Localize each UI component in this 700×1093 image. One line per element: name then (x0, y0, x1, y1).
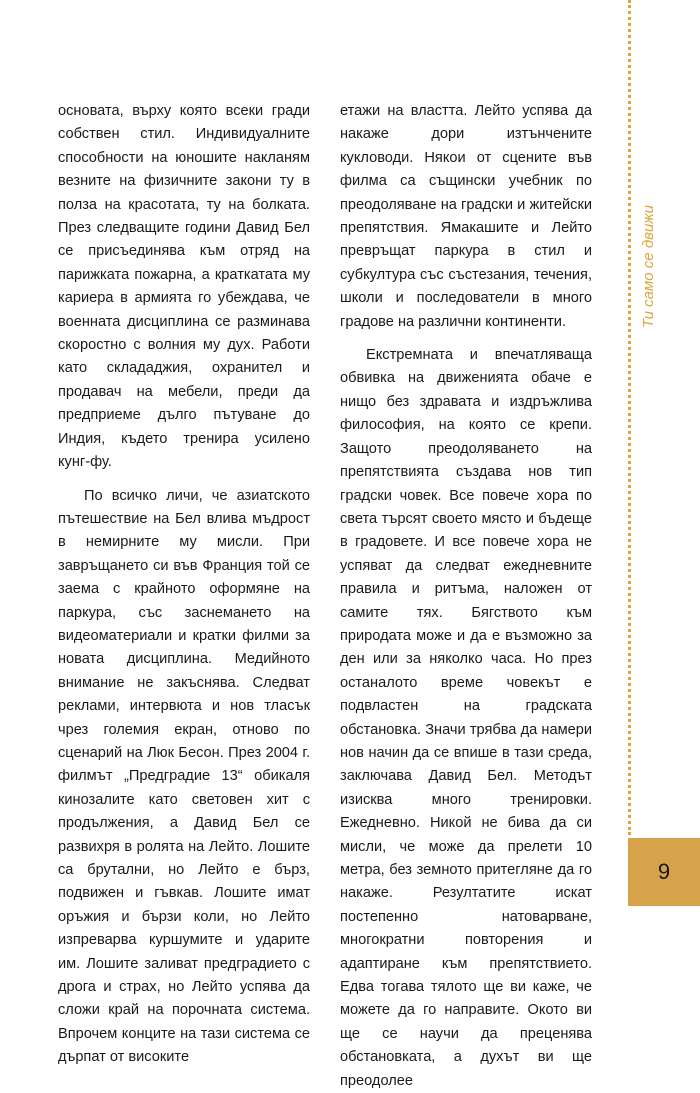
right-paragraph-2: Екстремната и впечатляваща обвивка на движенията обаче е нищо без здравата и издръжлива философия, на която се крепи. Защото преодоляването на препятствията създава нов тип градски човек. Все повече хора по света търсят своето място и бъдеще в градовете. И все повече хора не успяват да следват ежедневните правила и ритъма, наложен от самите тях. Бягството към природата може и да е възможно за ден или за няколко часа. Но през останалото време човекът е подвластен на градската обстановка. Значи трябва да намери нов начин да се впише в тази среда, заключава Давид Бел. Методът изисква много тренировки. Ежедневно. Никой не бива да си мисли, че може да прелети 10 метра, без земното притегляне да го накаже. Резултатите искат постепенно натоварване, многократни повторения и адаптиране към препятствието. Едва тогава тялото ще ви каже, че можете да го направите. Окото ви ще се научи да преценява обстановката, а духът ви ще преодолее (340, 347, 592, 1089)
margin-dotted-rule (628, 0, 631, 835)
left-paragraph-1: основата, върху която всеки гради собствен стил. Индивидуалните способности на юношите накланям везните на физичните закони ту в полза на красотата, ту на болката. През следващите години Давид Бел се присъединява към отряд на парижката пожарна, а краткатата му кариера в армията го убеждава, че военната дисциплина се разминава скоростно с волния му дух. Работи като склададжия, охранител и продавач на мебели, преди да предприеме дълго пътуване до Индия, където тренира усилено кунг-фу. (58, 103, 310, 471)
page-number: 9 (657, 859, 671, 884)
running-head-text: Ти само се движи (640, 205, 657, 328)
right-text-column (340, 100, 592, 1093)
left-text-column (58, 100, 310, 1070)
page-number-tab (628, 838, 700, 906)
right-paragraph-1: етажи на властта. Лейто успява да накаже дори изтънчените кукловоди. Някои от сцените във филма са същински учебник по преодоляване на градски и житейски препятствия. Ямакашите и Лейто превръщат паркура в стил и субкултура със състезания, течения, школи и последователи в много градове на различни континенти. (340, 103, 592, 330)
running-head (638, 100, 662, 330)
left-paragraph-2: По всичко личи, че азиатското пътешествие на Бел влива мъдрост в немирните му мисли. При завръщането си във Франция той се заема с крайното оформяне на паркура, със заснемането на видеоматериали и кратки филми за новата дисциплина. Медийното внимание не закъснява. Следват реклами, интервюта и нов тласък чрез големия екран, отново по сценарий на Люк Бесон. През 2004 г. филмът „Предградие 13“ обикаля кинозалите като световен хит с продължения, а Давид Бел се развихря в ролята на Лейто. Лошите са брутални, но Лейто е бърз, подвижен и гъвкав. Лошите имат оръжия и бързи коли, но Лейто изпреварва куршумите и ударите им. Лошите заливат предградието с дрога и страх, но Лейто успява да сложи край на порочната система. Впрочем конците на тази система се дърпат от високите (58, 487, 310, 1066)
